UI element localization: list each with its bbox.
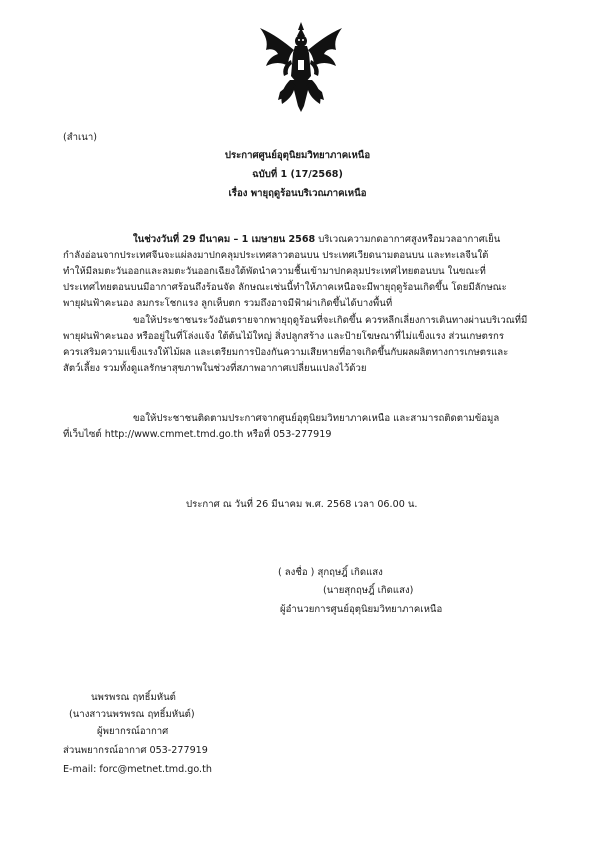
forecast-period: ในช่วงวันที่ 29 มีนาคม – 1 เมษายน 2568 — [133, 234, 316, 245]
paragraph-2-line-1: ขอให้ประชาชนระวังอันตรายจากพายุฤดูร้อนที่จะเกิดขึ้น ควรหลีกเลี่ยงการเดินทางผ่านบริเวณที่มี — [133, 315, 528, 326]
announcement-number: ฉบับที่ 1 (17/2568) — [252, 169, 343, 180]
paragraph-1-line-3: ทำให้มีลมตะวันออกและลมตะวันออกเฉียงใต้พัดนำความชื้นเข้ามาปกคลุมประเทศไทยตอนบน ในขณะที่ — [63, 266, 486, 277]
paragraph-2-line-2: พายุฝนฟ้าคะนอง หรืออยู่ในที่โล่งแจ้ง ใต้ต้นไม้ใหญ่ สิ่งปลูกสร้าง และป้ายโฆษณาที่ไม่แข็งแรง ส่วนเกษตรกร — [63, 331, 505, 342]
paragraph-3-line-1: ขอให้ประชาชนติดตามประกาศจากศูนย์อุตุนิยมวิทยาภาคเหนือ และสามารถติดตามข้อมูล — [133, 413, 500, 424]
paragraph-1-line-4: ประเทศไทยตอนบนมีอากาศร้อนถึงร้อนจัด ลักษณะเช่นนี้ทำให้ภาคเหนือจะมีพายุฤดูร้อนเกิดขึ้น โดยมีลักษณะ — [63, 282, 507, 293]
announcement-subject: เรื่อง พายุฤดูร้อนบริเวณภาคเหนือ — [228, 188, 367, 199]
signatory-position: ผู้อำนวยการศูนย์อุตุนิยมวิทยาภาคเหนือ — [280, 604, 443, 615]
signed-line: ( ลงชื่อ ) สุกฤษฎิ์ เกิดแสง — [278, 567, 383, 578]
forecaster-name: นพรพรณ ฤทธิ์มหันต์ — [91, 692, 176, 703]
forecaster-role: ผู้พยากรณ์อากาศ — [97, 726, 169, 737]
copy-label: (สำเนา) — [63, 132, 97, 143]
paragraph-2 — [63, 313, 538, 377]
paragraph-1-line-5: พายุฝนฟ้าคะนอง ลมกระโชกแรง ลูกเห็บตก รวมถึงอาจมีฟ้าผ่าเกิดขึ้นได้บางพื้นที่ — [63, 298, 393, 309]
forecaster-full-name: (นางสาวนพรพรณ ฤทธิ์มหันต์) — [69, 709, 195, 720]
paragraph-1 — [63, 232, 538, 312]
garuda-emblem — [254, 20, 348, 116]
paragraph-3-line-2: ที่เว็บไซต์ http://www.cmmet.tmd.go.th หรือที่ 053-277919 — [63, 429, 332, 440]
signatory-name: (นายสุกฤษฎิ์ เกิดแสง) — [323, 585, 414, 596]
paragraph-3 — [63, 411, 538, 443]
announcement-title: ประกาศศูนย์อุตุนิยมวิทยาภาคเหนือ — [224, 150, 371, 161]
contact-phone: ส่วนพยากรณ์อากาศ 053-277919 — [63, 745, 208, 756]
paragraph-2-line-3: ควรเสริมความแข็งแรงให้ไม้ผล และเตรียมการป้องกันความเสียหายที่อาจเกิดขึ้นกับผลผลิตทางการเกษตรและ — [63, 347, 509, 358]
paragraph-1-line-1: บริเวณความกดอากาศสูงหรือมวลอากาศเย็น — [315, 234, 501, 245]
announcement-date: ประกาศ ณ วันที่ 26 มีนาคม พ.ศ. 2568 เวลา 06.00 น. — [186, 499, 418, 510]
paragraph-2-line-4: สัตว์เลี้ยง รวมทั้งดูแลรักษาสุขภาพในช่วงที่สภาพอากาศเปลี่ยนแปลงไว้ด้วย — [63, 363, 367, 374]
contact-email: E-mail: forc@metnet.tmd.go.th — [63, 764, 212, 775]
paragraph-1-line-2: กำลังอ่อนจากประเทศจีนจะแผ่ลงมาปกคลุมประเทศลาวตอนบน ประเทศเวียดนามตอนบน และทะเลจีนใต้ — [63, 250, 489, 261]
